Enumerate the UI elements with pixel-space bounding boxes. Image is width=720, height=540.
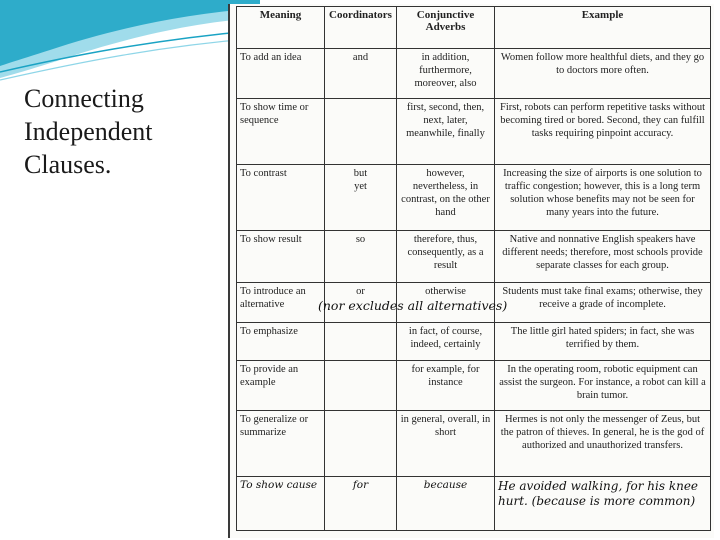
table-row [237,49,711,99]
cell-example: Increasing the size of airports is one solution to traffic congestion; however, this is a long term solution whose benefits may not be seen for many years into the future. [495,165,711,231]
handwritten-margin-note: (nor excludes all alternatives) [318,298,508,313]
slide-title [24,82,224,181]
header-conjunctive-adverbs: Conjunctive Adverbs [397,7,495,49]
table-row [237,411,711,477]
cell-example: Students must take final exams; otherwise, they receive a grade of incomplete. [495,283,711,323]
cell-example: Hermes is not only the messenger of Zeus, but the patron of thieves. In general, he is the god of authorized and unauthorized transfers. [495,411,711,477]
cell-meaning: To emphasize [237,323,325,361]
cell-adverbs: in fact, of course, indeed, certainly [397,323,495,361]
slide-title-line-3: Clauses. [24,150,112,179]
table-row [237,361,711,411]
cell-adverbs: in addition, furthermore, moreover, also [397,49,495,99]
slide-title-line-1: Connecting [24,84,144,113]
cell-example: The little girl hated spiders; in fact, she was terrified by them. [495,323,711,361]
cell-coordinators: and [325,49,397,99]
table-row [237,323,711,361]
conjunctions-table [236,6,711,531]
header-coordinators: Coordinators [325,7,397,49]
cell-adverbs: first, second, then, next, later, meanwhile, finally [397,99,495,165]
slide-title-line-2: Independent [24,117,153,146]
cell-coordinators: or [325,283,397,323]
cell-meaning: To provide an example [237,361,325,411]
cell-adverbs: otherwise [397,283,495,323]
table-row [237,231,711,283]
decorative-swoosh [0,0,260,90]
cell-adverbs: in general, overall, in short [397,411,495,477]
cell-example: First, robots can perform repetitive tasks without becoming tired or bored. Second, they can fulfill tasks requiring pinpoint accuracy. [495,99,711,165]
cell-coordinators-handwritten: for [325,477,397,531]
cell-coordinators [325,411,397,477]
header-example: Example [495,7,711,49]
cell-example-handwritten: He avoided walking, for his knee hurt. (because is more common) [495,477,711,531]
cell-meaning: To introduce an alternative [237,283,325,323]
cell-adverbs-handwritten: because [397,477,495,531]
cell-coordinators: but yet [325,165,397,231]
cell-adverbs: therefore, thus, consequently, as a result [397,231,495,283]
cell-adverbs: for example, for instance [397,361,495,411]
cell-meaning: To show result [237,231,325,283]
cell-meaning: To contrast [237,165,325,231]
cell-example: In the operating room, robotic equipment can assist the surgeon. For instance, a robot can kill a brain tumor. [495,361,711,411]
cell-example: Women follow more healthful diets, and they go to doctors more often. [495,49,711,99]
cell-coordinators: so [325,231,397,283]
table-header-row [237,7,711,49]
cell-meaning: To show time or sequence [237,99,325,165]
header-meaning: Meaning [237,7,325,49]
cell-adverbs: however, nevertheless, in contrast, on the other hand [397,165,495,231]
table-row [237,99,711,165]
table-row-handwritten [237,477,711,531]
table-row [237,165,711,231]
cell-meaning-handwritten: To show cause [237,477,325,531]
cell-meaning: To generalize or summarize [237,411,325,477]
cell-coordinators [325,99,397,165]
cell-coordinators [325,323,397,361]
cell-meaning: To add an idea [237,49,325,99]
cell-coordinators [325,361,397,411]
cell-example: Native and nonnative English speakers have different needs; therefore, most schools provide separate classes for each group. [495,231,711,283]
